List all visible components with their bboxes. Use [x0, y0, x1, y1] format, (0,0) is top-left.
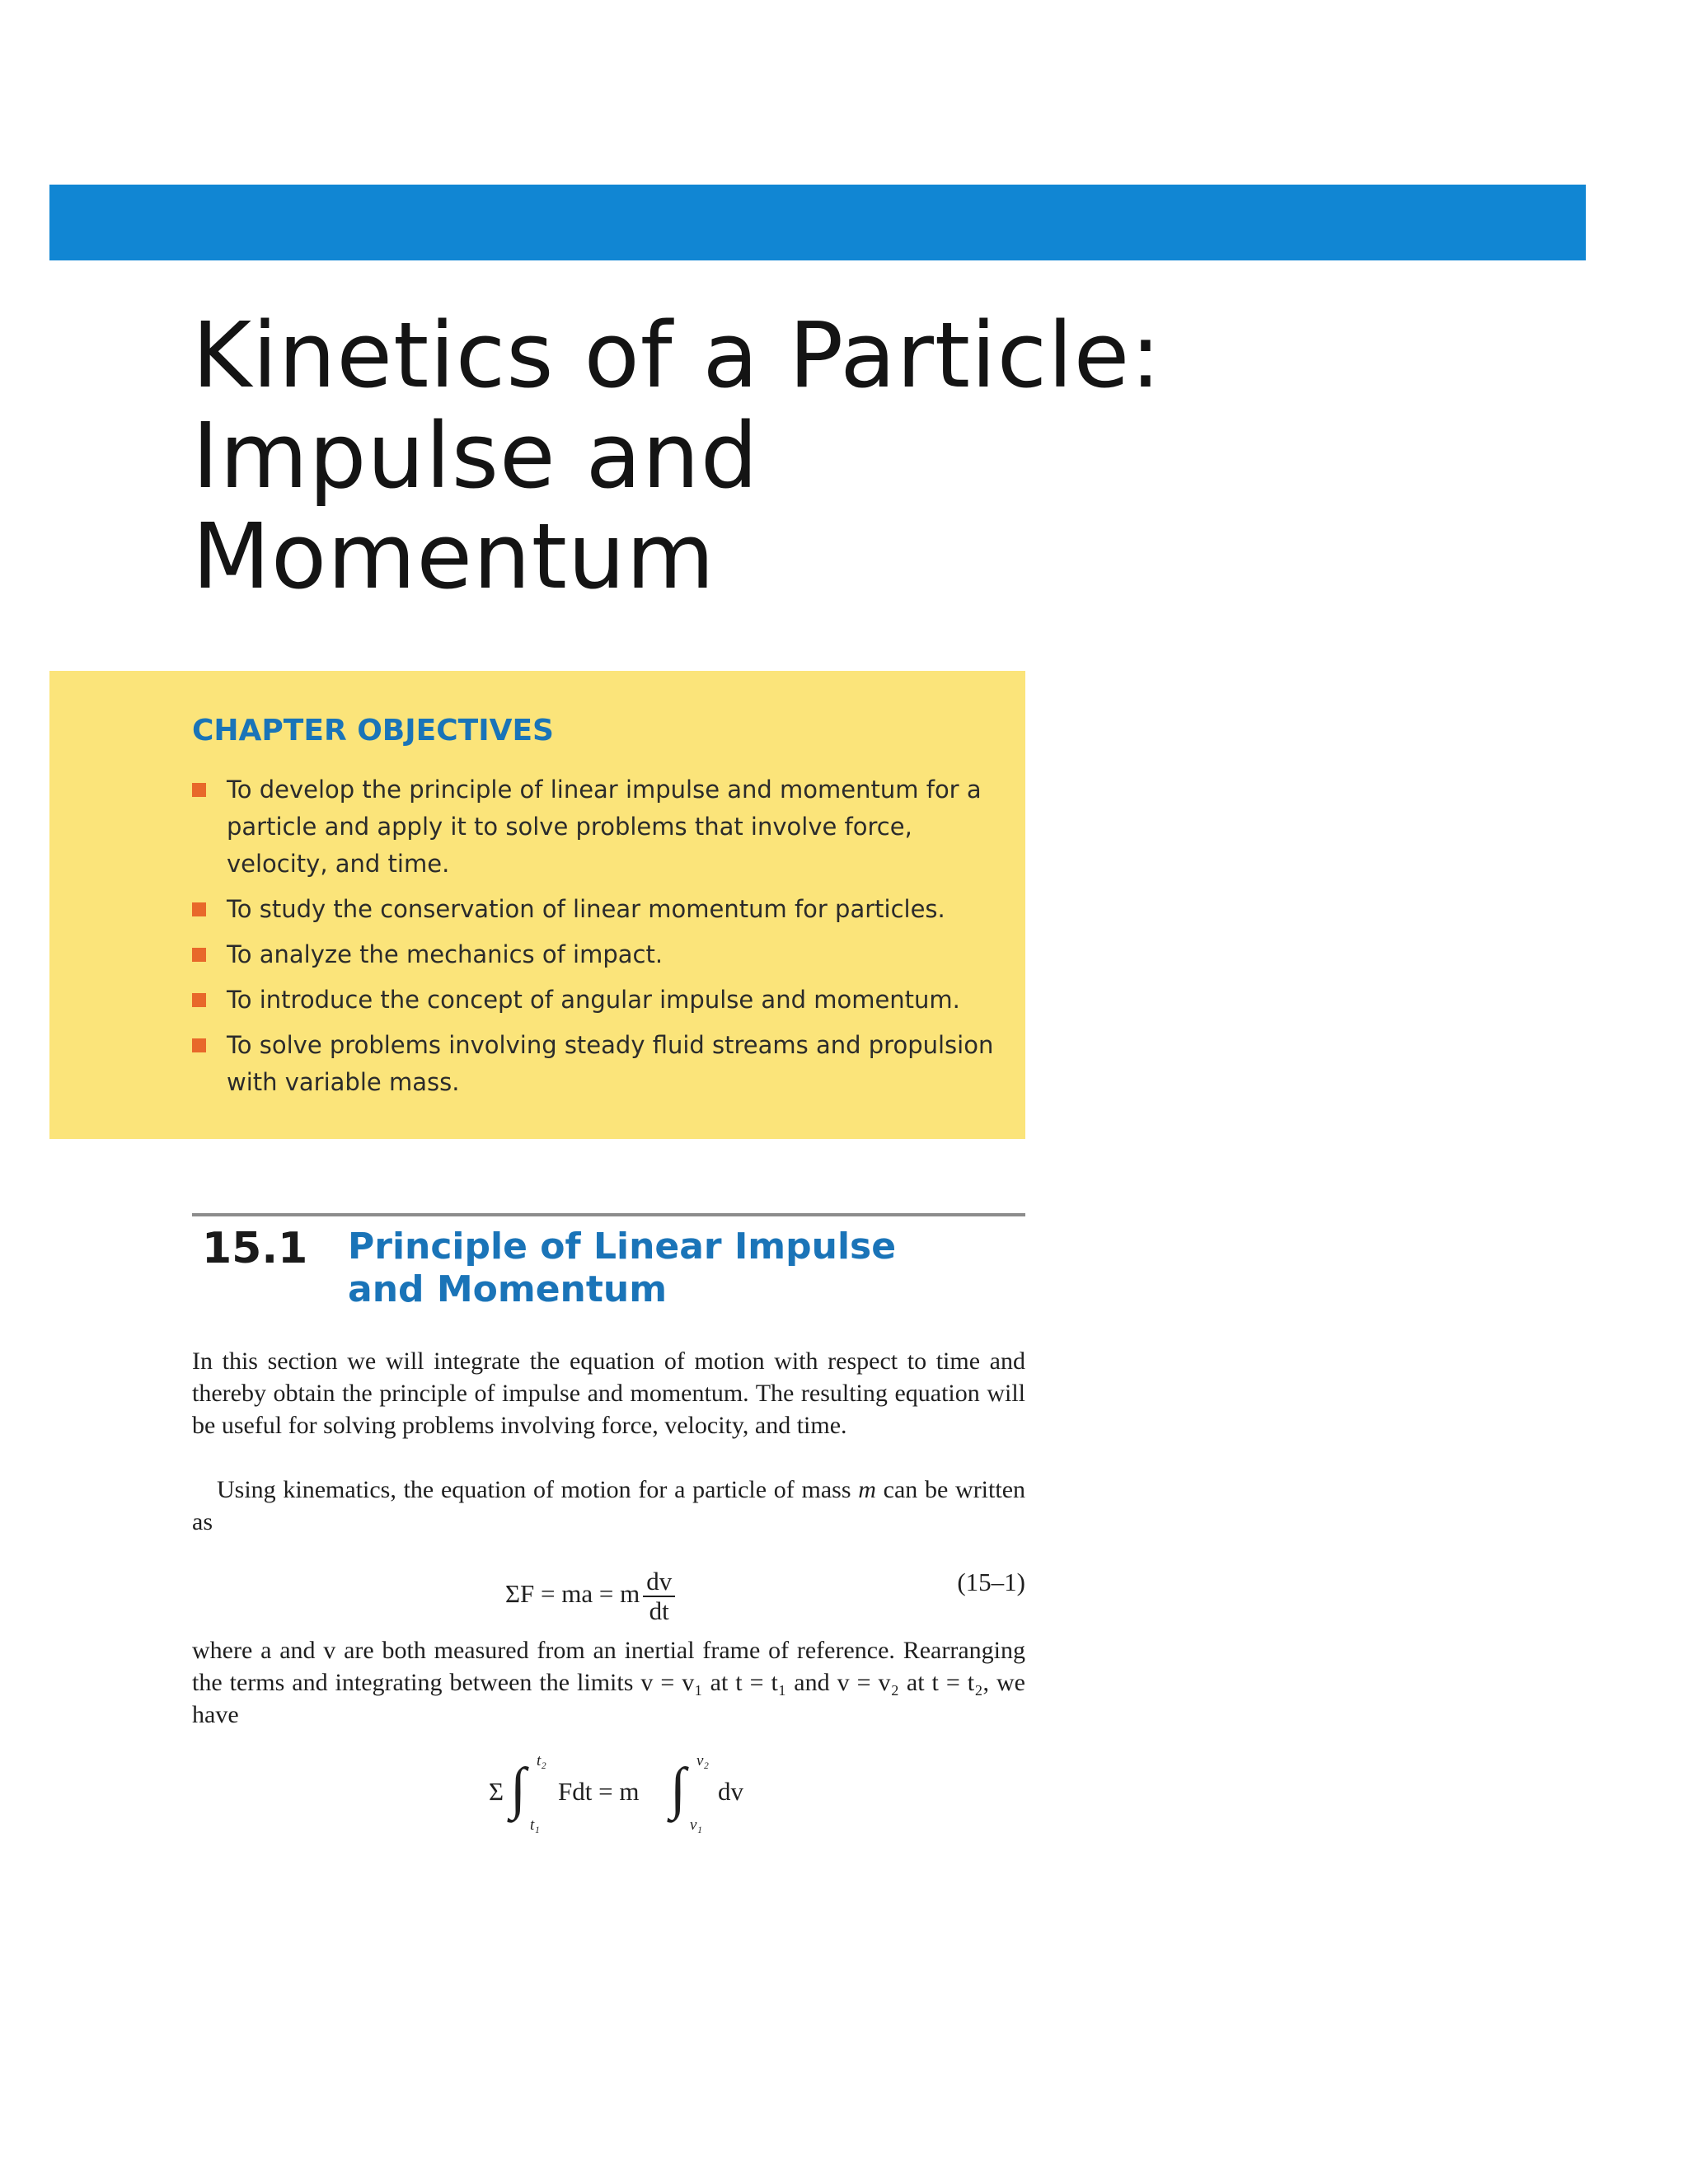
objective-text: To study the conservation of linear momentum for particles. [227, 895, 945, 923]
chapter-title-line-2: Impulse and [192, 403, 759, 509]
paragraph-2-start: Using kinematics, the equation of motion for a particle of mass [217, 1476, 859, 1503]
body-paragraph-1: In this section we will integrate the equation of motion with respect to time and thereby obtain the principle of impulse and momentum. The resulting equation will be useful for solving problems involving force, velocity, and time. [192, 1347, 1025, 1439]
objectives-list [192, 771, 1016, 1109]
square-bullet-icon [192, 783, 206, 797]
body-paragraph-2 [192, 1474, 1025, 1538]
equation-15-1-body [505, 1568, 678, 1625]
fraction-numerator: dv [643, 1568, 675, 1597]
objective-item [192, 982, 1016, 1019]
chapter-title [192, 302, 1428, 609]
section-title-line-1: Principle of Linear Impulse [348, 1226, 897, 1268]
square-bullet-icon [192, 902, 206, 916]
integral-equation [192, 1746, 1025, 1836]
equation-number: (15–1) [957, 1568, 1025, 1596]
integrand-force: Fdt = m [558, 1777, 640, 1806]
section-number: 15.1 [202, 1224, 308, 1273]
chapter-title-line-3: Momentum [192, 504, 715, 609]
chapter-header-bar [49, 185, 1586, 260]
objective-item [192, 1027, 1016, 1101]
upper-limit-t2: t₂ [537, 1752, 546, 1769]
square-bullet-icon [192, 948, 206, 962]
paragraph-2-end: can be written as [192, 1476, 1026, 1535]
objective-item [192, 936, 1016, 973]
lower-limit-t1: t₁ [530, 1816, 540, 1834]
sigma-symbol: Σ [489, 1777, 504, 1806]
upper-limit-v2: v₂ [696, 1752, 710, 1769]
equation-15-1-left: ΣF = ma = m [505, 1579, 640, 1609]
mass-symbol: m [858, 1476, 876, 1503]
section-divider [192, 1213, 1025, 1216]
objective-text: To introduce the concept of angular impulse and momentum. [227, 986, 960, 1014]
objective-text: To develop the principle of linear impulse and momentum for a particle and apply it to solve problems that involve force, velocity, and time. [227, 776, 982, 878]
integral-sign-1: ∫ [510, 1757, 527, 1821]
body-paragraph-3: where a and v are both measured from an inertial frame of reference. Rearranging the terms and integrating between the limits v = v₁ at t = t₁ and v = v₂ at t = t₂, we have [192, 1637, 1025, 1728]
integral-sign-2: ∫ [670, 1757, 687, 1821]
objective-text: To solve problems involving steady fluid streams and propulsion with variable mass. [227, 1031, 994, 1096]
chapter-objectives-box [49, 671, 1025, 1139]
equation-15-1 [192, 1549, 1025, 1629]
fraction-denominator: dt [649, 1596, 669, 1625]
objective-text: To analyze the mechanics of impact. [227, 940, 663, 968]
derivative-fraction [643, 1568, 675, 1625]
objective-item [192, 771, 1016, 883]
section-title-line-2: and Momentum [348, 1268, 668, 1310]
objectives-heading: CHAPTER OBJECTIVES [192, 714, 554, 748]
square-bullet-icon [192, 1038, 206, 1052]
integrand-dv: dv [718, 1777, 743, 1806]
section-title [348, 1226, 1007, 1311]
chapter-title-line-1: Kinetics of a Particle: [192, 302, 1162, 408]
integral-equation-body [489, 1746, 818, 1836]
lower-limit-v1: v₁ [690, 1816, 703, 1834]
square-bullet-icon [192, 993, 206, 1007]
objective-item [192, 891, 1016, 928]
